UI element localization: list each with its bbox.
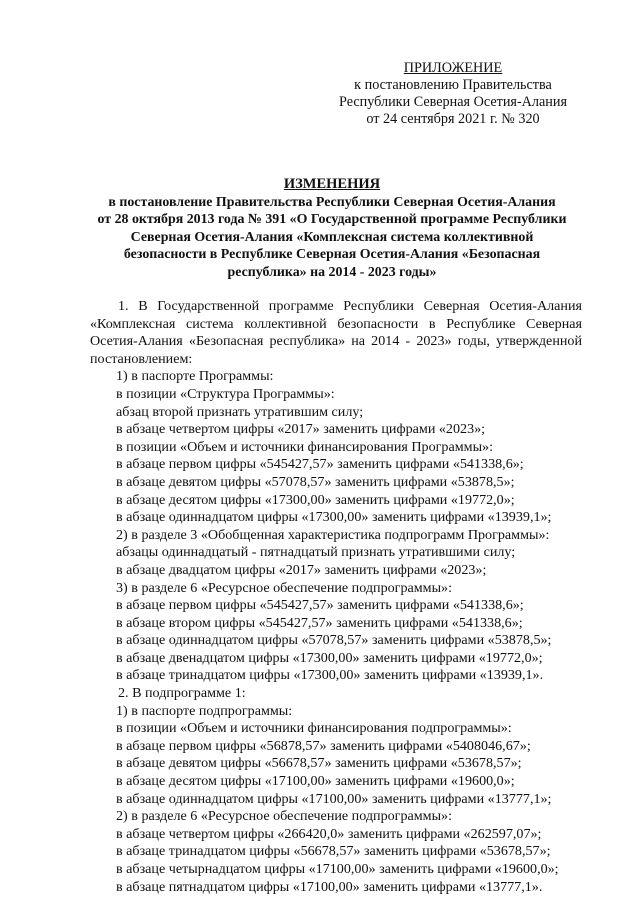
heading-line: республика» на 2014 - 2023 годы» (227, 264, 437, 280)
body-line: в абзаце одиннадцатом цифры «17100,00» заменить цифрами «13777,1»; (116, 790, 552, 807)
heading-line: безопасности в Республике Северная Осетия-Алания «Безопасная (123, 247, 541, 263)
body-line: 3) в разделе 6 «Ресурсное обеспечение подпрограммы»: (116, 579, 453, 596)
body-line: в абзаце десятом цифры «17100,00» заменить цифрами «19600,0»; (116, 773, 515, 790)
appendix-line: от 24 сентября 2021 г. № 320 (366, 111, 540, 127)
body-line: в абзаце четырнадцатом цифры «17100,00» заменить цифрами «19600,0»; (116, 861, 559, 877)
intro-paragraph: 1. В Государственной программе Республики Северная Осетия-Алания «Комплексная система коллективной безопасности в Республике Северная Осетия-Алания «Безопасная республика» на 2014 - 2023» годы, утвержденной постановлением: (90, 298, 582, 367)
body-line: в абзаце пятнадцатом цифры «17100,00» заменить цифрами «13777,1». (116, 878, 543, 895)
document-body (90, 298, 582, 896)
body-line: 2) в разделе 3 «Обобщенная характеристика подпрограмм Программы»: (116, 526, 550, 543)
appendix-line: Республики Северная Осетия-Алания (338, 94, 567, 110)
body-line: в абзаце первом цифры «545427,57» заменить цифрами «541338,6»; (116, 456, 524, 473)
heading-line: от 28 октября 2013 года № 391 «О Государственной программе Республики (97, 212, 567, 228)
body-line: в позиции «Структура Программы»: (116, 385, 335, 402)
appendix-line: к постановлению Правительства (354, 77, 552, 93)
heading-title: ИЗМЕНЕНИЯ (283, 176, 381, 192)
body-line: в абзаце тринадцатом цифры «17300,00» заменить цифрами «13939,1». (116, 667, 544, 684)
body-line: в абзаце четвертом цифры «2017» заменить цифрами «2023»; (116, 421, 486, 438)
body-line: в абзаце девятом цифры «57078,57» заменить цифрами «53878,5»; (116, 473, 515, 490)
body-line: в абзаце двенадцатом цифры «17300,00» заменить цифрами «19772,0»; (116, 649, 543, 666)
body-line: в абзаце первом цифры «56878,57» заменить цифрами «5408046,67»; (116, 737, 531, 754)
body-line: в абзаце втором цифры «545427,57» заменить цифрами «541338,6»; (116, 614, 523, 631)
body-line: абзацы одиннадцатый - пятнадцатый признать утратившими силу; (116, 544, 516, 561)
body-line: в абзаце четвертом цифры «266420,0» заменить цифрами «262597,07»; (116, 825, 542, 842)
body-line: в абзаце одиннадцатом цифры «17300,00» заменить цифрами «13939,1»; (116, 509, 552, 526)
body-line: в абзаце десятом цифры «17300,00» заменить цифрами «19772,0»; (116, 491, 515, 508)
body-line: в абзаце девятом цифры «56678,57» заменить цифрами «53678,57»; (116, 755, 522, 772)
appendix-title: ПРИЛОЖЕНИЕ (403, 60, 503, 76)
heading-line: Северная Осетия-Алания «Комплексная система коллективной (130, 229, 534, 245)
body-line: 1) в паспорте подпрограммы: (116, 702, 293, 719)
appendix-block (318, 60, 588, 128)
body-line: в позиции «Объем и источники финансирования Программы»: (116, 438, 494, 455)
body-line: в абзаце двадцатом цифры «2017» заменить цифрами «2023»; (116, 561, 487, 578)
section-heading: 2. В подпрограмме 1: (118, 685, 246, 702)
body-line: абзац второй признать утратившим силу; (116, 403, 364, 420)
body-line: в абзаце тринадцатом цифры «56678,57» заменить цифрами «53678,57»; (116, 843, 551, 860)
body-line: 2) в разделе 6 «Ресурсное обеспечение подпрограммы»: (116, 808, 453, 825)
body-line: в позиции «Объем и источники финансирования подпрограммы»: (116, 720, 512, 737)
body-line: в абзаце первом цифры «545427,57» заменить цифрами «541338,6»; (116, 597, 524, 614)
document-heading (88, 176, 576, 282)
body-line: в абзаце одиннадцатом цифры «57078,57» заменить цифрами «53878,5»; (116, 632, 552, 649)
body-line: 1) в паспорте Программы: (116, 368, 274, 385)
heading-line: в постановление Правительства Республики Северная Осетия-Алания (108, 194, 556, 210)
